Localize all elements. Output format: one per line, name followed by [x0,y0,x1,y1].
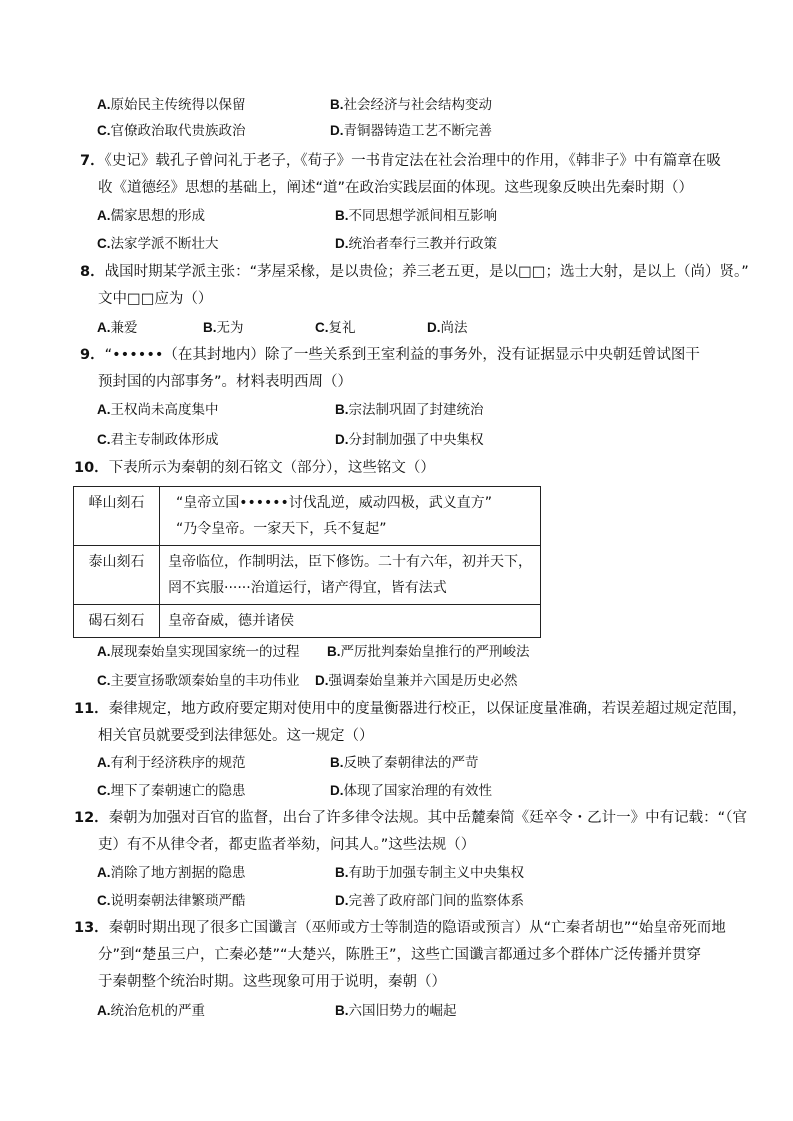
table-cell-inscription [160,605,541,638]
option-a: A.兼爱 [97,320,138,336]
inscription-line: “乃令皇帝。一家天下，兵不复起” [176,521,387,537]
option-b: B.有助于加强专制主义中央集权 [335,865,524,881]
option-d: D.体现了国家治理的有效性 [330,783,492,799]
option-c: C.复礼 [315,320,356,336]
option-a: A.展现秦始皇实现国家统一的过程 [97,644,300,660]
option-b: B.社会经济与社会结构变动 [330,97,492,113]
inscription-table [73,486,541,638]
question-9-stem-line-2: 预封国的内部事务”。材料表明西周（） [98,374,353,390]
option-c: C.法家学派不断壮大 [97,236,219,252]
option-b: B.严厉批判秦始皇推行的严刑峻法 [327,644,530,660]
table-cell-stone-name: 峄山刻石 [74,487,160,546]
table-cell-stone-name: 泰山刻石 [74,546,160,605]
option-c: C.君主专制政体形成 [97,432,219,448]
inscription-line: “皇帝立国••••••讨伐乱逆，威动四极，武义直方” [176,495,493,511]
option-c: C.说明秦朝法律繁琐严酷 [97,893,246,909]
option-c: C.埋下了秦朝速亡的隐患 [97,783,246,799]
option-a: A.王权尚未高度集中 [97,402,219,418]
option-d: D.尚法 [427,320,468,336]
inscription-line: 皇帝临位，作制明法，臣下修饬。二十有六年，初并天下， [168,554,532,570]
question-13-stem-line-3: 于秦朝整个统治时期。这些现象可用于说明，秦朝（） [98,974,446,990]
table-cell-inscription [160,546,541,605]
question-11-stem-line-1: 11．秦律规定，地方政府要定期对使用中的度量衡器进行校正，以保证度量准确，若误差超过规定范围， [74,701,747,717]
table-row [74,605,541,638]
option-d: D.青铜器铸造工艺不断完善 [330,123,492,139]
option-a: A.儒家思想的形成 [97,208,205,224]
inscription-line: 罔不宾服······治道运行，诸产得宜，皆有法式 [168,580,447,596]
option-b: B.无为 [203,320,244,336]
question-9-stem-line-1: 9．“••••••（在其封地内）除了一些关系到王室利益的事务外，没有证据显示中央朝廷曾试图干 [80,347,700,363]
table-cell-stone-name: 碣石刻石 [74,605,160,638]
inscription-line: 皇帝奋威，德并诸侯 [168,613,294,629]
question-13-stem-line-1: 13．秦朝时期出现了很多亡国谶言（巫师或方士等制造的隐语或预言）从“亡秦者胡也”“始皇帝死而地 [74,920,726,936]
question-12-stem-line-1: 12．秦朝为加强对百官的监督，出台了许多律令法规。其中岳麓秦简《廷卒令・乙计一》中有记载：“（官 [74,810,747,826]
table-row [74,487,541,546]
question-12-stem-line-2: 吏）有不从律令者，都吏监者举劾，问其人。”这些法规（） [98,837,476,853]
question-8-stem-line-1: 8．战国时期某学派主张：“茅屋采椽，是以贵俭；养三老五更，是以□□；选士大射，是以上（尚）贤。” [80,264,749,280]
table-cell-inscription [160,487,541,546]
option-b: B.宗法制巩固了封建统治 [335,402,484,418]
option-b: B.六国旧势力的崛起 [335,1003,457,1019]
option-a: A.有利于经济秩序的规范 [97,755,246,771]
option-c: C.主要宣扬歌颂秦始皇的丰功伟业 [97,673,300,689]
option-b: B.不同思想学派间相互影响 [335,208,497,224]
question-8-stem-line-2: 文中□□应为（） [98,291,213,307]
option-a: A.统治危机的严重 [97,1003,205,1019]
question-7-stem-line-2: 收《道德经》思想的基础上，阐述“道”在政治实践层面的体现。这些现象反映出先秦时期（） [98,180,694,196]
option-d: D.分封制加强了中央集权 [335,432,484,448]
option-c: C.官僚政治取代贵族政治 [97,123,246,139]
option-d: D.统治者奉行三教并行政策 [335,236,497,252]
option-a: A.原始民主传统得以保留 [97,97,246,113]
option-d: D.完善了政府部门间的监察体系 [335,893,524,909]
question-7-stem-line-1: 7．《史记》载孔子曾问礼于老子，《荀子》一书肯定法在社会治理中的作用，《韩非子》中有篇章在吸 [80,153,721,169]
question-10-stem: 10．下表所示为秦朝的刻石铭文（部分），这些铭文（） [74,460,435,476]
option-a: A.消除了地方割据的隐患 [97,865,246,881]
question-13-stem-line-2: 分”到“楚虽三户，亡秦必楚”“大楚兴，陈胜王”，这些亡国谶言都通过多个群体广泛传播并贯穿 [98,947,702,963]
question-11-stem-line-2: 相关官员就要受到法律惩处。这一规定（） [98,728,374,744]
option-b: B.反映了秦朝律法的严苛 [330,755,479,771]
table-row [74,546,541,605]
option-d: D.强调秦始皇兼并六国是历史必然 [315,673,518,689]
